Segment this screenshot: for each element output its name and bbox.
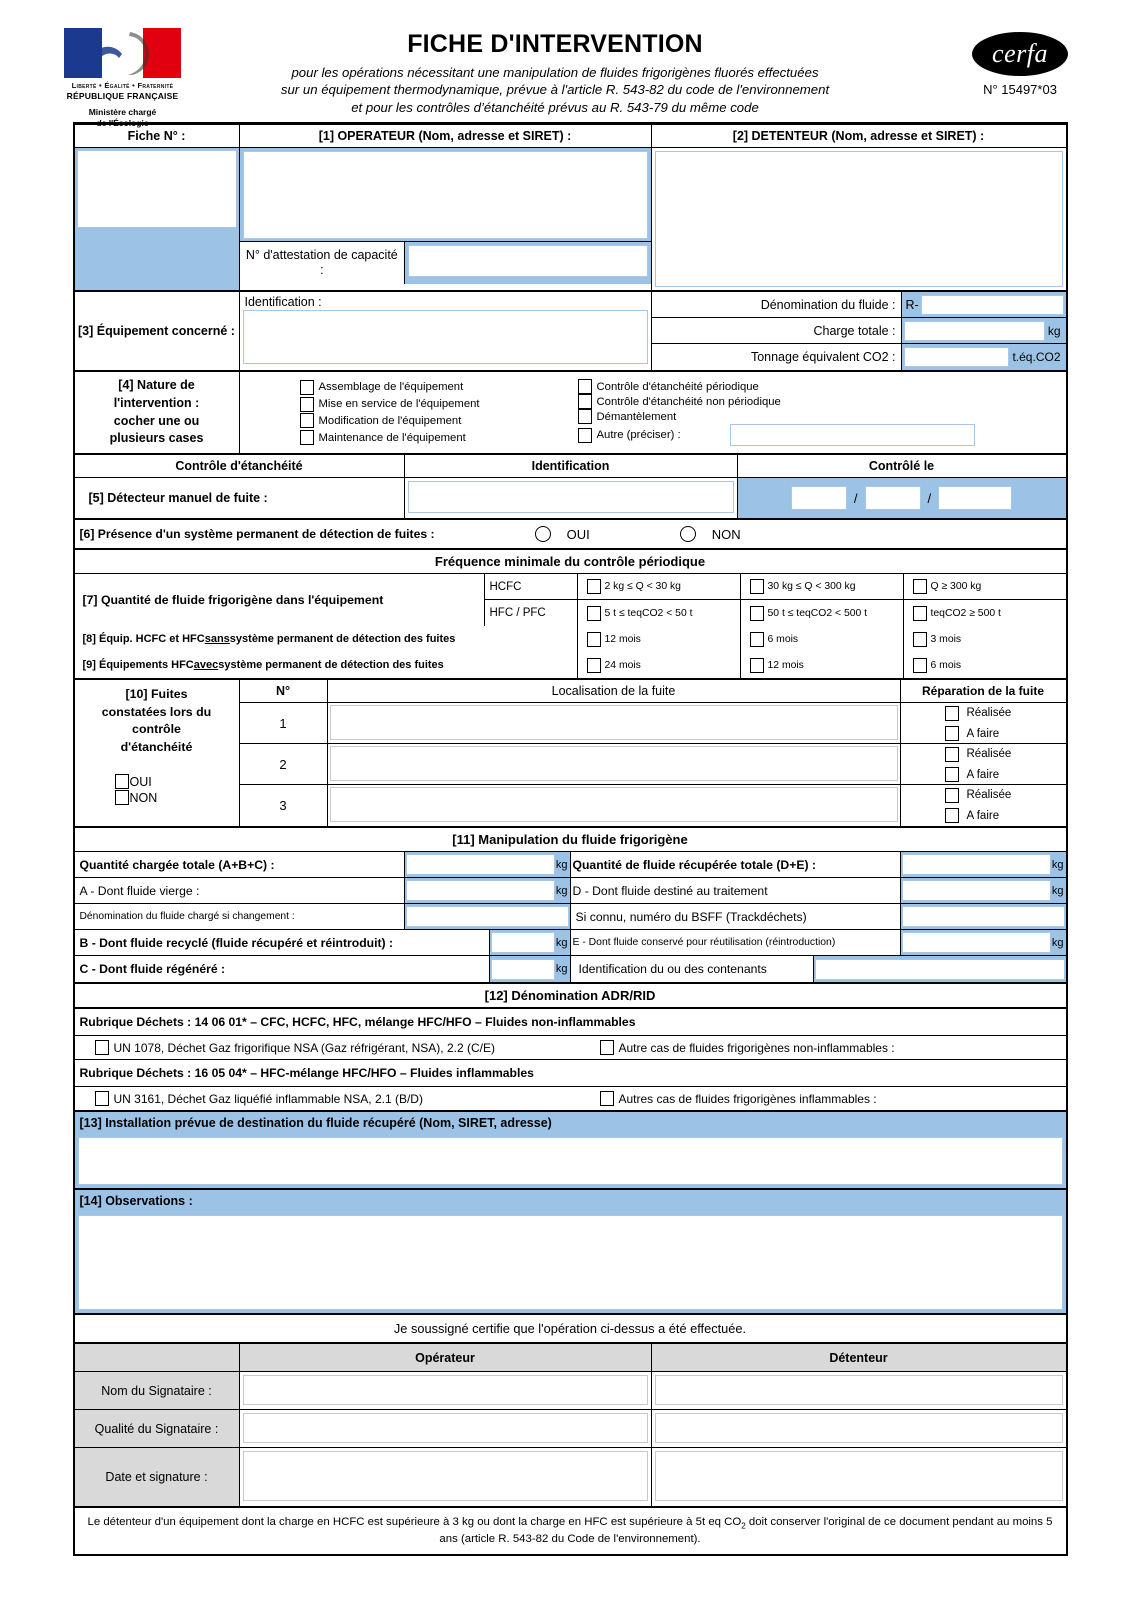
cerfa-logo: cerfa (972, 32, 1068, 76)
denomination-changement-label: Dénomination du fluide chargé si changement : (75, 904, 405, 930)
checkbox-icon[interactable] (300, 397, 314, 412)
row-localisation-cell (328, 703, 901, 744)
rubrique-2-label (75, 1060, 1066, 1087)
cerfa-block (945, 32, 1095, 97)
checkbox-icon[interactable] (587, 658, 601, 673)
checkbox-icon[interactable] (750, 658, 764, 673)
section-4-title-line-1: [4] Nature de (118, 378, 195, 392)
section-11-row-3 (75, 904, 1066, 930)
signature-operateur-header: Opérateur (240, 1344, 652, 1372)
option-label: 12 mois (604, 633, 641, 645)
hfc-row-label: HFC / PFC (485, 600, 578, 626)
row-reparation-cell (901, 703, 1066, 744)
row-localisation-cell (328, 744, 901, 785)
option-label: teqCO2 ≥ 500 t (930, 607, 1001, 619)
checkbox-mise-en-service[interactable] (300, 397, 570, 412)
unit-label: kg (555, 936, 568, 949)
table-row (240, 744, 1066, 785)
checkbox-icon[interactable] (945, 706, 959, 721)
rubrique-1-options (75, 1036, 1066, 1060)
section-8-label-a: [8] Équip. HCFC et HFC (82, 633, 205, 645)
section-3-fluid-cell (652, 292, 1066, 370)
section-4-row (75, 372, 1066, 455)
section-10-row (75, 680, 1066, 828)
checkbox-un1078[interactable] (80, 1040, 600, 1055)
checkbox-icon[interactable] (913, 658, 927, 673)
fluide-reutilisation-input[interactable] (902, 932, 1051, 953)
checkbox-icon[interactable] (945, 808, 959, 823)
hcfc-option-1[interactable] (578, 574, 741, 600)
option-label: 6 mois (767, 633, 799, 645)
fluide-recycle-label: B - Dont fluide recyclé (fluide récupéré et réintroduit) : (75, 930, 490, 956)
frequence-band-title: Fréquence minimale du contrôle périodique (75, 550, 1066, 574)
page-header (0, 0, 1140, 128)
denomination-input[interactable] (921, 295, 1064, 315)
checkbox-label: Autres cas de fluides frigorigènes inflammables : (618, 1091, 877, 1106)
checkbox-icon[interactable] (913, 606, 927, 621)
charge-totale-cell (902, 318, 1066, 344)
unit-label: kg (555, 858, 568, 871)
detenteur-cell (652, 148, 1066, 290)
contenants-label: Identification du ou des contenants (571, 956, 814, 982)
section-8-label (75, 626, 578, 652)
hfc-option-3[interactable] (904, 600, 1066, 626)
row-number: 3 (240, 785, 328, 826)
checkbox-icon[interactable] (587, 632, 601, 647)
section-4-title-line-4: plusieurs cases (109, 431, 204, 446)
fluide-traitement-input[interactable] (902, 880, 1051, 901)
denomination-prefix: R- (905, 297, 919, 312)
section-10-table (240, 680, 1066, 826)
radio-oui-label: OUI (566, 526, 590, 542)
fluide-traitement-label: D - Dont fluide destiné au traitement (571, 878, 901, 904)
option-label: 50 t ≤ teqCO2 < 500 t (767, 607, 868, 619)
section-6-row (75, 520, 1066, 550)
checkbox-icon[interactable] (945, 788, 959, 803)
tonnage-label: Tonnage équivalent CO2 : (652, 344, 902, 370)
fluide-reutilisation-label: E - Dont fluide conservé pour réutilisation (réintroduction) (571, 930, 901, 956)
rubrique-1-label (75, 1009, 1066, 1036)
option-label: 6 mois (930, 659, 962, 671)
hcfc-option-2[interactable] (741, 574, 904, 600)
section-8-label-b: système permanent de détection des fuites (229, 633, 456, 645)
section-4-left-options (240, 372, 570, 453)
hcfc-row-label: HCFC (485, 574, 578, 600)
section-7-label: [7] Quantité de fluide frigorigène dans l'équipement (75, 574, 485, 626)
section-6-label: [6] Présence d'un système permanent de détection de fuites : (79, 527, 435, 541)
option-label: 30 kg ≤ Q < 300 kg (767, 581, 856, 592)
signature-header-row (75, 1344, 1066, 1372)
section-11-row-4 (75, 930, 1066, 956)
detenteur-input[interactable] (655, 151, 1063, 287)
localisation-input[interactable] (330, 746, 898, 781)
radio-oui[interactable] (535, 526, 551, 542)
qualite-operateur-cell (240, 1410, 652, 1448)
bsff-label: Si connu, numéro du BSFF (Trackdéchets) (571, 904, 901, 930)
hfc-option-2[interactable] (741, 600, 904, 626)
qualite-detenteur-cell (652, 1410, 1066, 1448)
checkbox-icon[interactable] (300, 380, 314, 395)
reparation-afaire-label: A faire (966, 809, 1000, 822)
localisation-input[interactable] (330, 787, 898, 822)
subtitle-line-3: et pour les contrôles d’étanchéité prévus au R. 543-79 du même code (351, 99, 759, 115)
ministere-line-2: de l'Écologie (96, 117, 149, 128)
checkbox-autre-non-inflammable[interactable] (600, 1040, 895, 1055)
certify-text: Je soussigné certifie que l'opération ci-dessus a été effectuée. (75, 1315, 1066, 1344)
qualite-signataire-label: Qualité du Signataire : (75, 1410, 240, 1448)
date-operateur-cell (240, 1448, 652, 1506)
section-8-row (75, 626, 1066, 652)
charge-unit: kg (1047, 323, 1061, 338)
detecteur-identification-cell (405, 478, 738, 518)
checkbox-icon[interactable] (587, 606, 601, 621)
checkbox-icon[interactable] (945, 767, 959, 782)
section-8-option-3[interactable] (904, 626, 1066, 652)
section-9-option-1[interactable] (578, 652, 741, 678)
fluide-vierge-cell (405, 878, 571, 904)
signature-row-nom (75, 1372, 1066, 1410)
date-operateur-input[interactable] (243, 1451, 648, 1501)
nom-detenteur-input[interactable] (655, 1375, 1063, 1405)
cerfa-number: N° 15497*03 (983, 82, 1057, 97)
section-14-input[interactable] (78, 1215, 1063, 1310)
denomination-changement-cell (405, 904, 571, 930)
section-11-row-2 (75, 878, 1066, 904)
checkbox-label: Contrôle d'étanchéité non périodique (596, 395, 781, 408)
reparation-afaire-label: A faire (966, 768, 1000, 781)
checkbox-icon[interactable] (578, 409, 592, 424)
section-13-title: [13] Installation prévue de destination du fluide récupéré (Nom, SIRET, adresse) (75, 1112, 1066, 1134)
fluide-regenere-cell (490, 956, 571, 982)
denomination-cell (902, 292, 1066, 318)
section-8-option-1[interactable] (578, 626, 741, 652)
date-month-input[interactable] (865, 486, 921, 510)
checkbox-maintenance[interactable] (300, 430, 570, 445)
section-5-body-row (75, 478, 1066, 520)
section-11-row-5 (75, 956, 1066, 984)
identification-label: Identification : (244, 295, 322, 309)
section-12-band-title: [12] Dénomination ADR/RID (75, 984, 1066, 1009)
fiche-no-header: Fiche N° : (75, 125, 240, 148)
signature-row-qualite (75, 1410, 1066, 1448)
checkbox-label: UN 3161, Déchet Gaz liquéfié inflammable NSA, 2.1 (B/D) (113, 1091, 423, 1106)
section-9-option-2[interactable] (741, 652, 904, 678)
tonnage-input[interactable] (904, 347, 1010, 367)
fluide-regenere-label: C - Dont fluide régénéré : (75, 956, 490, 982)
section-10-title-line-1: [10] Fuites (125, 687, 188, 701)
attestation-cell (405, 242, 650, 284)
quantite-chargee-input[interactable] (406, 854, 555, 875)
section-10-title-line-2: constatées lors du (101, 704, 212, 719)
checkbox-icon[interactable] (750, 579, 764, 594)
section-10-title-line-3: contrôle (132, 722, 181, 737)
section-6-cell (75, 520, 1066, 548)
checkbox-autres-inflammables[interactable] (600, 1091, 877, 1106)
section-9-label-a: [9] Équipements HFC (82, 659, 194, 671)
checkbox-icon[interactable] (300, 413, 314, 428)
denomination-label: Dénomination du fluide : (652, 292, 902, 318)
fiche-no-input[interactable] (77, 150, 237, 228)
quantite-recuperee-cell (901, 852, 1066, 878)
checkbox-modification[interactable] (300, 413, 570, 428)
section-4-title-line-3: cocher une ou (113, 413, 200, 428)
fluide-regenere-input[interactable] (491, 959, 555, 980)
row-reparation-cell (901, 744, 1066, 785)
unit-label: kg (1051, 858, 1064, 871)
checkbox-un3161[interactable] (80, 1091, 600, 1106)
section-10-title (75, 686, 239, 756)
section-8-option-2[interactable] (741, 626, 904, 652)
section-11-band-title: [11] Manipulation du fluide frigorigène (75, 828, 1066, 852)
radio-non-label: NON (711, 526, 741, 542)
section-14-body (75, 1212, 1066, 1315)
radio-non[interactable] (680, 526, 696, 542)
bsff-cell (901, 904, 1066, 930)
fluide-recycle-input[interactable] (491, 932, 555, 953)
identification-input[interactable] (243, 310, 648, 364)
footer-co2-subscript: 2 (741, 1521, 746, 1531)
section-13-input[interactable] (78, 1137, 1063, 1185)
checkbox-icon[interactable] (578, 394, 592, 409)
fluide-vierge-label: A - Dont fluide vierge : (75, 878, 405, 904)
top-header-row (75, 125, 1066, 148)
republique-francaise-logo (55, 28, 190, 128)
republique-text: RÉPUBLIQUE FRANÇAISE (66, 91, 179, 101)
contenants-input[interactable] (815, 959, 1065, 980)
section-5-header-row (75, 455, 1066, 478)
checkbox-label: Assemblage de l'équipement (318, 381, 464, 394)
col-reparation-header: Réparation de la fuite (901, 680, 1066, 703)
bsff-input[interactable] (902, 906, 1065, 927)
date-separator-2: / (927, 490, 932, 506)
intervention-form (73, 122, 1068, 1556)
section-9-label (75, 652, 578, 678)
section-4-right-options (570, 372, 1066, 453)
nom-detenteur-cell (652, 1372, 1066, 1410)
marianne-flag-icon (64, 28, 182, 78)
date-detenteur-input[interactable] (655, 1451, 1063, 1501)
option-label: 12 mois (767, 659, 804, 671)
top-body-row (75, 148, 1066, 292)
controle-date-cell (738, 478, 1066, 518)
page-title: FICHE D'INTERVENTION (407, 30, 703, 58)
operateur-input[interactable] (243, 151, 648, 239)
signature-row-date (75, 1448, 1066, 1508)
unit-label: kg (555, 884, 568, 897)
date-separator-1: / (853, 490, 858, 506)
col-localisation-header: Localisation de la fuite (328, 680, 901, 703)
unit-label: kg (1051, 884, 1064, 897)
option-label: 24 mois (604, 659, 641, 671)
date-year-input[interactable] (938, 486, 1012, 510)
charge-totale-input[interactable] (904, 321, 1045, 341)
reparation-realisee-label: Réalisée (966, 707, 1012, 719)
detecteur-manuel-label: [5] Détecteur manuel de fuite : (75, 478, 405, 518)
date-detenteur-cell (652, 1448, 1066, 1506)
checkbox-icon[interactable] (300, 430, 314, 445)
checkbox-label: Mise en service de l'équipement (318, 398, 480, 411)
controle-etancheite-header: Contrôle d'étanchéité (75, 455, 405, 478)
section-13-body (75, 1134, 1066, 1190)
section-10-header-row (240, 680, 1066, 703)
identification-header: Identification (405, 455, 738, 478)
checkbox-icon[interactable] (945, 747, 959, 762)
checkbox-icon[interactable] (578, 428, 592, 443)
ministere-line-1: Ministère chargé (88, 107, 157, 117)
controle-le-header: Contrôlé le (738, 455, 1066, 478)
checkbox-label: Modification de l'équipement (318, 414, 462, 427)
nom-operateur-cell (240, 1372, 652, 1410)
table-row (240, 785, 1066, 826)
date-signature-label: Date et signature : (75, 1448, 240, 1506)
checkbox-assemblage[interactable] (300, 380, 570, 395)
checkbox-icon[interactable] (587, 579, 601, 594)
quantite-recuperee-label: Quantité de fluide récupérée totale (D+E) : (571, 852, 901, 878)
footer-line-1b: doit conserver l'original de ce (745, 1516, 897, 1528)
unit-label: kg (1051, 936, 1064, 949)
checkbox-icon[interactable] (95, 1091, 109, 1106)
row-number: 1 (240, 703, 328, 744)
section-9-option-3[interactable] (904, 652, 1066, 678)
qualite-detenteur-input[interactable] (655, 1413, 1063, 1443)
fuites-oui[interactable] (115, 774, 239, 789)
subtitle-line-2: sur un équipement thermodynamique, prévue à l'article R. 543-82 du code de l'environnement (280, 82, 830, 98)
hfc-option-1[interactable] (578, 600, 741, 626)
checkbox-autre-preciser[interactable] (578, 424, 1066, 446)
section-9-row (75, 652, 1066, 680)
section-14-title: [14] Observations : (75, 1190, 1066, 1212)
nom-signataire-label: Nom du Signataire : (75, 1372, 240, 1410)
fluide-recycle-cell (490, 930, 571, 956)
fuites-non[interactable] (115, 790, 239, 805)
denomination-changement-input[interactable] (406, 906, 569, 927)
fuites-oui-label: OUI (129, 774, 152, 789)
section-10-title-line-4: d'étanchéité (120, 739, 193, 754)
table-row (240, 703, 1066, 744)
checkbox-label: Maintenance de l'équipement (318, 431, 466, 444)
checkbox-icon[interactable] (750, 606, 764, 621)
section-3-identification-cell (240, 292, 652, 370)
section-11-row-1 (75, 852, 1066, 878)
checkbox-icon[interactable] (913, 632, 927, 647)
charge-totale-label: Charge totale : (652, 318, 902, 344)
option-label: 3 mois (930, 633, 962, 645)
footer-line-1a: Le détenteur d'un équipement dont la charge en HCFC est supérieure à 3 kg ou dont la charge en HFC est supérieure à 5t eq CO (87, 1516, 742, 1528)
section-4-title-line-2: l'intervention : (113, 395, 200, 410)
reparation-realisee-label: Réalisée (966, 748, 1012, 760)
row-localisation-cell (328, 785, 901, 826)
reparation-afaire-label: A faire (966, 727, 1000, 740)
devise-text: Liberté • Égalité • Fraternité (71, 81, 174, 90)
checkbox-label: UN 1078, Déchet Gaz frigorifique NSA (Gaz réfrigérant, NSA), 2.2 (C/E) (113, 1040, 495, 1055)
tonnage-cell (902, 344, 1066, 370)
section-3-row (75, 292, 1066, 372)
unit-label: kg (555, 963, 568, 975)
attestation-input[interactable] (408, 245, 647, 277)
subtitle-line-1: pour les opérations nécessitant une manipulation de fluides frigorigènes fluorés effectuées (291, 65, 819, 80)
contenants-cell (814, 956, 1066, 982)
fluide-reutilisation-cell (901, 930, 1066, 956)
row-reparation-cell (901, 785, 1066, 826)
checkbox-label: Autre (préciser) : (596, 429, 681, 441)
checkbox-icon[interactable] (913, 579, 927, 594)
title-block (195, 30, 915, 116)
quantite-recuperee-input[interactable] (902, 854, 1051, 875)
checkbox-label: Autre cas de fluides frigorigènes non-inflammables : (618, 1040, 895, 1055)
checkbox-icon[interactable] (600, 1091, 614, 1106)
checkbox-demantelement[interactable] (578, 409, 1066, 424)
fluide-traitement-cell (901, 878, 1066, 904)
page-subtitle (195, 64, 915, 116)
detecteur-identification-input[interactable] (408, 481, 734, 513)
section-10-title-cell (75, 680, 240, 826)
footer-line-2: document pendant au moins 5 ans (article R. 543-82 du Code de l'environnement). (439, 1516, 1053, 1545)
option-label: Q ≥ 300 kg (930, 581, 982, 592)
section-7-options (485, 574, 1066, 626)
date-day-input[interactable] (791, 486, 847, 510)
attestation-label: N° d'attestation de capacité : (240, 242, 406, 284)
col-no-header: N° (240, 680, 328, 703)
checkbox-controle-non-periodique[interactable] (578, 394, 1066, 409)
quantite-chargee-label: Quantité chargée totale (A+B+C) : (75, 852, 405, 878)
qualite-operateur-input[interactable] (243, 1413, 648, 1443)
quantite-chargee-cell (405, 852, 571, 878)
signature-corner-cell (75, 1344, 240, 1372)
checkbox-icon[interactable] (750, 632, 764, 647)
autre-preciser-input[interactable] (730, 424, 975, 446)
rubrique-2-text: Rubrique Déchets : 16 05 04* – HFC-mélange HFC/HFO – Fluides inflammables (79, 1066, 534, 1080)
checkbox-icon[interactable] (115, 774, 129, 789)
section-4-title (75, 372, 240, 453)
checkbox-label: Démantèlement (596, 410, 677, 423)
nom-operateur-input[interactable] (243, 1375, 648, 1405)
operateur-cell (240, 148, 652, 290)
operateur-header: [1] OPERATEUR (Nom, adresse et SIRET) : (240, 125, 652, 148)
section-8-label-underlined: sans (204, 633, 230, 645)
footer-legal-note (75, 1508, 1066, 1554)
localisation-input[interactable] (330, 705, 898, 740)
section-7-row (75, 574, 1066, 626)
signature-detenteur-header: Détenteur (652, 1344, 1066, 1372)
fluide-vierge-input[interactable] (406, 880, 555, 901)
rubrique-1-text: Rubrique Déchets : 14 06 01* – CFC, HCFC, HFC, mélange HFC/HFO – Fluides non-inflammables (79, 1015, 636, 1029)
checkbox-icon[interactable] (578, 379, 592, 394)
reparation-realisee-label: Réalisée (966, 789, 1012, 801)
detenteur-header: [2] DETENTEUR (Nom, adresse et SIRET) : (652, 125, 1066, 148)
option-label: 5 t ≤ teqCO2 < 50 t (604, 607, 693, 619)
checkbox-controle-periodique[interactable] (578, 379, 1066, 394)
fuites-non-label: NON (129, 790, 158, 805)
hcfc-option-3[interactable] (904, 574, 1066, 600)
checkbox-icon[interactable] (600, 1040, 614, 1055)
checkbox-icon[interactable] (115, 790, 129, 805)
option-label: 2 kg ≤ Q < 30 kg (604, 581, 681, 592)
checkbox-icon[interactable] (945, 726, 959, 741)
section-3-title: [3] Équipement concerné : (75, 292, 240, 370)
rubrique-2-options (75, 1087, 1066, 1112)
checkbox-label: Contrôle d'étanchéité périodique (596, 380, 759, 393)
checkbox-icon[interactable] (95, 1040, 109, 1055)
fiche-no-cell (75, 148, 240, 290)
row-number: 2 (240, 744, 328, 785)
section-9-label-underlined: avec (193, 659, 219, 671)
tonnage-unit: t.éq.CO2 (1012, 350, 1061, 364)
section-9-label-b: système permanent de détection des fuites (218, 659, 444, 671)
